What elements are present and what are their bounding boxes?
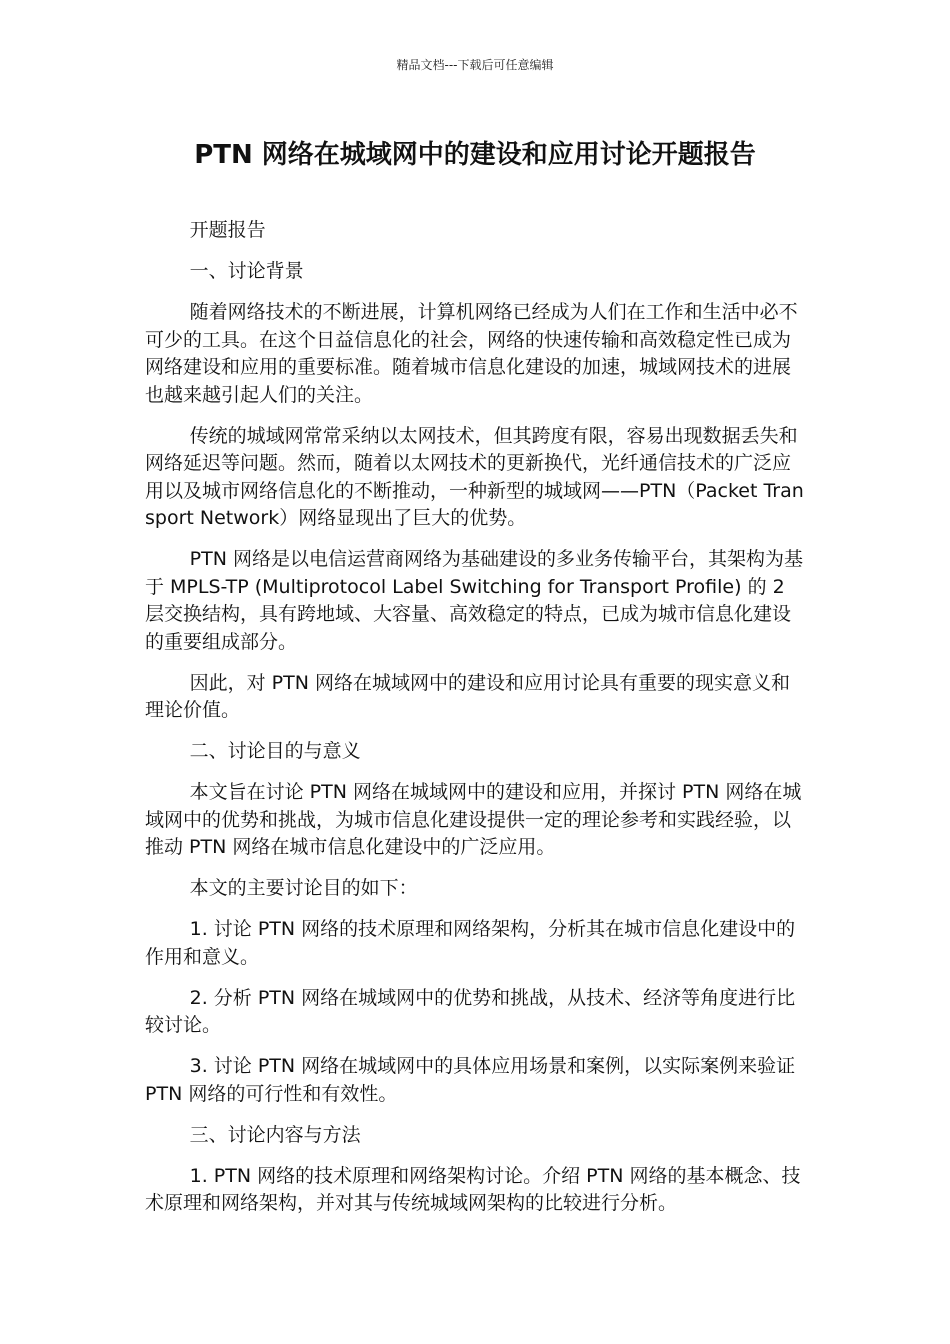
paragraph: 随着网络技术的不断进展，计算机网络已经成为人们在工作和生活中必不可少的工具。在这个日益信息化的社会，网络的快速传输和高效稳定性已成为网络建设和应用的重要标准。随着城市信息化建设的加速，城域网技术的进展也越来越引起人们的关注。 <box>145 301 798 406</box>
section-heading-purpose: 二、讨论目的与意义 <box>189 740 361 762</box>
page-header: 精品文档---下载后可任意编辑 <box>396 58 554 72</box>
document-title: PTN 网络在城域网中的建设和应用讨论开题报告 <box>194 140 756 170</box>
list-item: 2. 分析 PTN 网络在城域网中的优势和挑战，从技术、经济等角度进行比较讨论。 <box>145 986 796 1036</box>
list-item: 1. 讨论 PTN 网络的技术原理和网络架构，分析其在城市信息化建设中的作用和意义。 <box>145 918 796 968</box>
paragraph: PTN 网络是以电信运营商网络为基础建设的多业务传输平台，其架构为基于 MPLS-TP (Multiprotocol Label Switching for Transport Profile) 的 2 层交换结构，具有跨地域、大容量、高效稳定的特点，已成为城市信息化建设的重要组成部分。 <box>145 548 803 653</box>
list-item: 3. 讨论 PTN 网络在城域网中的具体应用场景和案例，以实际案例来验证 PTN 网络的可行性和有效性。 <box>145 1055 796 1105</box>
paragraph: 因此，对 PTN 网络在城域网中的建设和应用讨论具有重要的现实意义和理论价值。 <box>145 671 790 721</box>
document-body <box>145 217 807 1231</box>
subtitle-label: 开题报告 <box>189 219 266 241</box>
section-heading-content-method: 三、讨论内容与方法 <box>189 1123 361 1146</box>
list-item: 1. PTN 网络的技术原理和网络架构讨论。介绍 PTN 网络的基本概念、技术原理和网络架构，并对其与传统城域网架构的比较进行分析。 <box>145 1164 801 1214</box>
paragraph: 本文的主要讨论目的如下： <box>189 877 418 899</box>
paragraph: 本文旨在讨论 PTN 网络在城域网中的建设和应用，并探讨 PTN 网络在城域网中的优势和挑战，为城市信息化建设提供一定的理论参考和实践经验，以推动 PTN 网络在城市信息化建设中的广泛应用。 <box>145 781 802 858</box>
section-heading-background: 一、讨论背景 <box>189 260 304 282</box>
paragraph: 传统的城域网常常采纳以太网技术，但其跨度有限，容易出现数据丢失和网络延迟等问题。然而，随着以太网技术的更新换代，光纤通信技术的广泛应用以及城市网络信息化的不断推动，一种新型的城域网——PTN（Packet Transport Network）网络显现出了巨大的优势。 <box>145 424 804 529</box>
